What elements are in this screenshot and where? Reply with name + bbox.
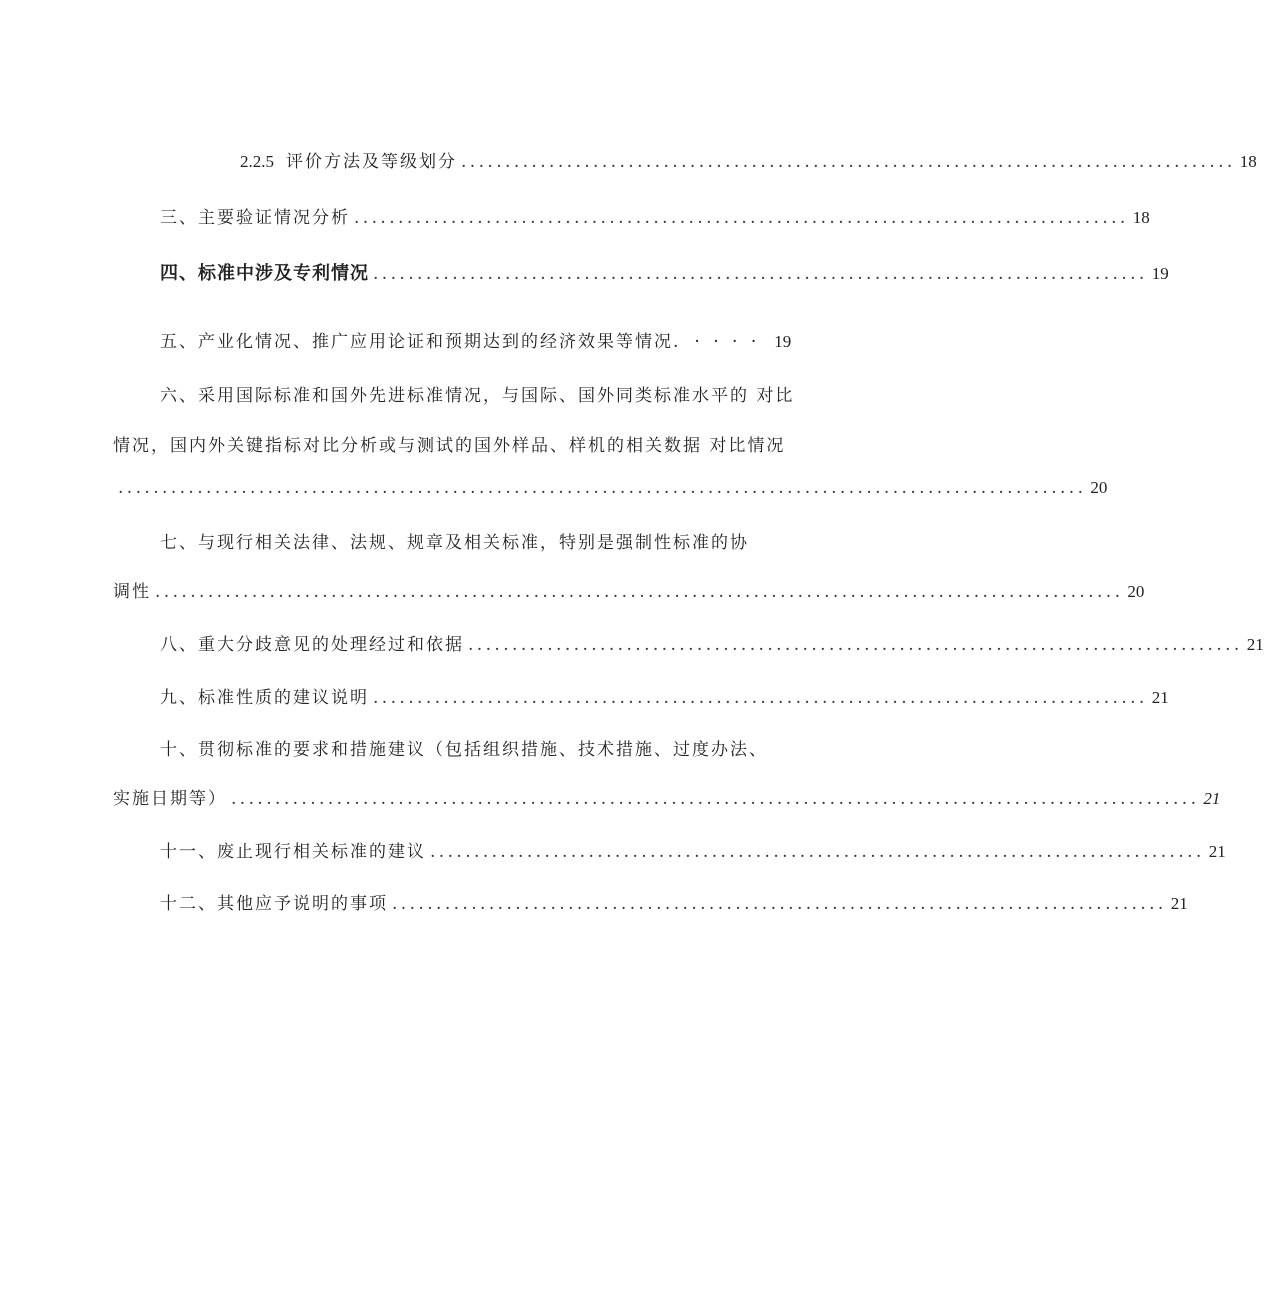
toc-entry-4[interactable] [160, 259, 1169, 285]
toc-entry-10-line1[interactable]: 十、贯彻标准的要求和措施建议（包括组织措施、技术措施、过度办法、 [160, 740, 768, 760]
dot-leader: .............................................................................................................. [231, 789, 1200, 809]
dot-leader: ........................................................................................ [461, 152, 1236, 172]
dot-leader: ........................................................................................ [392, 894, 1167, 914]
toc-entry-12[interactable] [160, 889, 1188, 914]
toc-entry-5[interactable] [160, 327, 810, 352]
toc-entry-page: 21 [1203, 789, 1221, 808]
toc-entry-page: 21 [1208, 842, 1226, 861]
toc-entry-page: 18 [1132, 208, 1150, 227]
toc-entry-title: 九、标准性质的建议说明 [160, 688, 369, 708]
toc-entry-8[interactable] [160, 630, 1264, 655]
dot-leader: ........................................................................................ [373, 264, 1148, 284]
toc-entry-title: 十二、其他应予说明的事项 [160, 894, 388, 914]
toc-entry-6-line2[interactable]: 情况，国内外关键指标对比分析或与测试的国外样品、样机的相关数据 对比情况 [113, 436, 786, 456]
dot-leader: ........................................................................................ [430, 842, 1205, 862]
toc-entry-page: 20 [1090, 478, 1108, 497]
dot-leader: ........................................................................................ [468, 635, 1243, 655]
toc-entry-title: 八、重大分歧意见的处理经过和依据 [160, 635, 464, 655]
toc-entry-2-2-5[interactable] [240, 147, 1257, 172]
toc-entry-page: 20 [1127, 582, 1145, 601]
toc-entry-10-line2[interactable] [113, 784, 1221, 809]
toc-entry-page: 19 [1151, 264, 1169, 283]
toc-entry-title: 实施日期等） [113, 789, 227, 809]
toc-entry-title: 三、主要验证情况分析 [160, 208, 350, 228]
toc-entry-page: 18 [1239, 152, 1257, 171]
toc-entry-page: 21 [1170, 894, 1188, 913]
toc-entry-11[interactable] [160, 837, 1226, 862]
toc-entry-title: 调性 [113, 582, 151, 602]
toc-entry-page: 21 [1246, 635, 1264, 654]
toc-entry-title: 十一、废止现行相关标准的建议 [160, 842, 426, 862]
toc-entry-9[interactable] [160, 683, 1169, 708]
dot-leader: ........................................................................................ [373, 688, 1148, 708]
dot-leader: .............................................................................................................. [118, 478, 1087, 498]
dot-leader: · · · · [694, 332, 761, 352]
toc-entry-title: 五、产业化情况、推广应用论证和预期达到的经济效果等情况. [160, 332, 681, 352]
toc-entry-3[interactable] [160, 203, 1150, 228]
toc-entry-number: 2.2.5 [240, 152, 274, 171]
toc-entry-title: 评价方法及等级划分 [286, 152, 457, 172]
toc-entry-page: 19 [774, 332, 792, 351]
toc-entry-page: 21 [1151, 688, 1169, 707]
dot-leader: .............................................................................................................. [155, 582, 1124, 602]
toc-entry-7-line2[interactable] [113, 577, 1145, 602]
dot-leader: ........................................................................................ [354, 208, 1129, 228]
toc-entry-6-line1[interactable]: 六、采用国际标准和国外先进标准情况，与国际、国外同类标准水平的 对比 [160, 386, 795, 406]
toc-entry-7-line1[interactable]: 七、与现行相关法律、法规、规章及相关标准，特别是强制性标准的协 [160, 533, 749, 553]
toc-entry-title: 四、标准中涉及专利情况 [160, 263, 369, 284]
toc-entry-6-leader[interactable] [118, 478, 1108, 498]
